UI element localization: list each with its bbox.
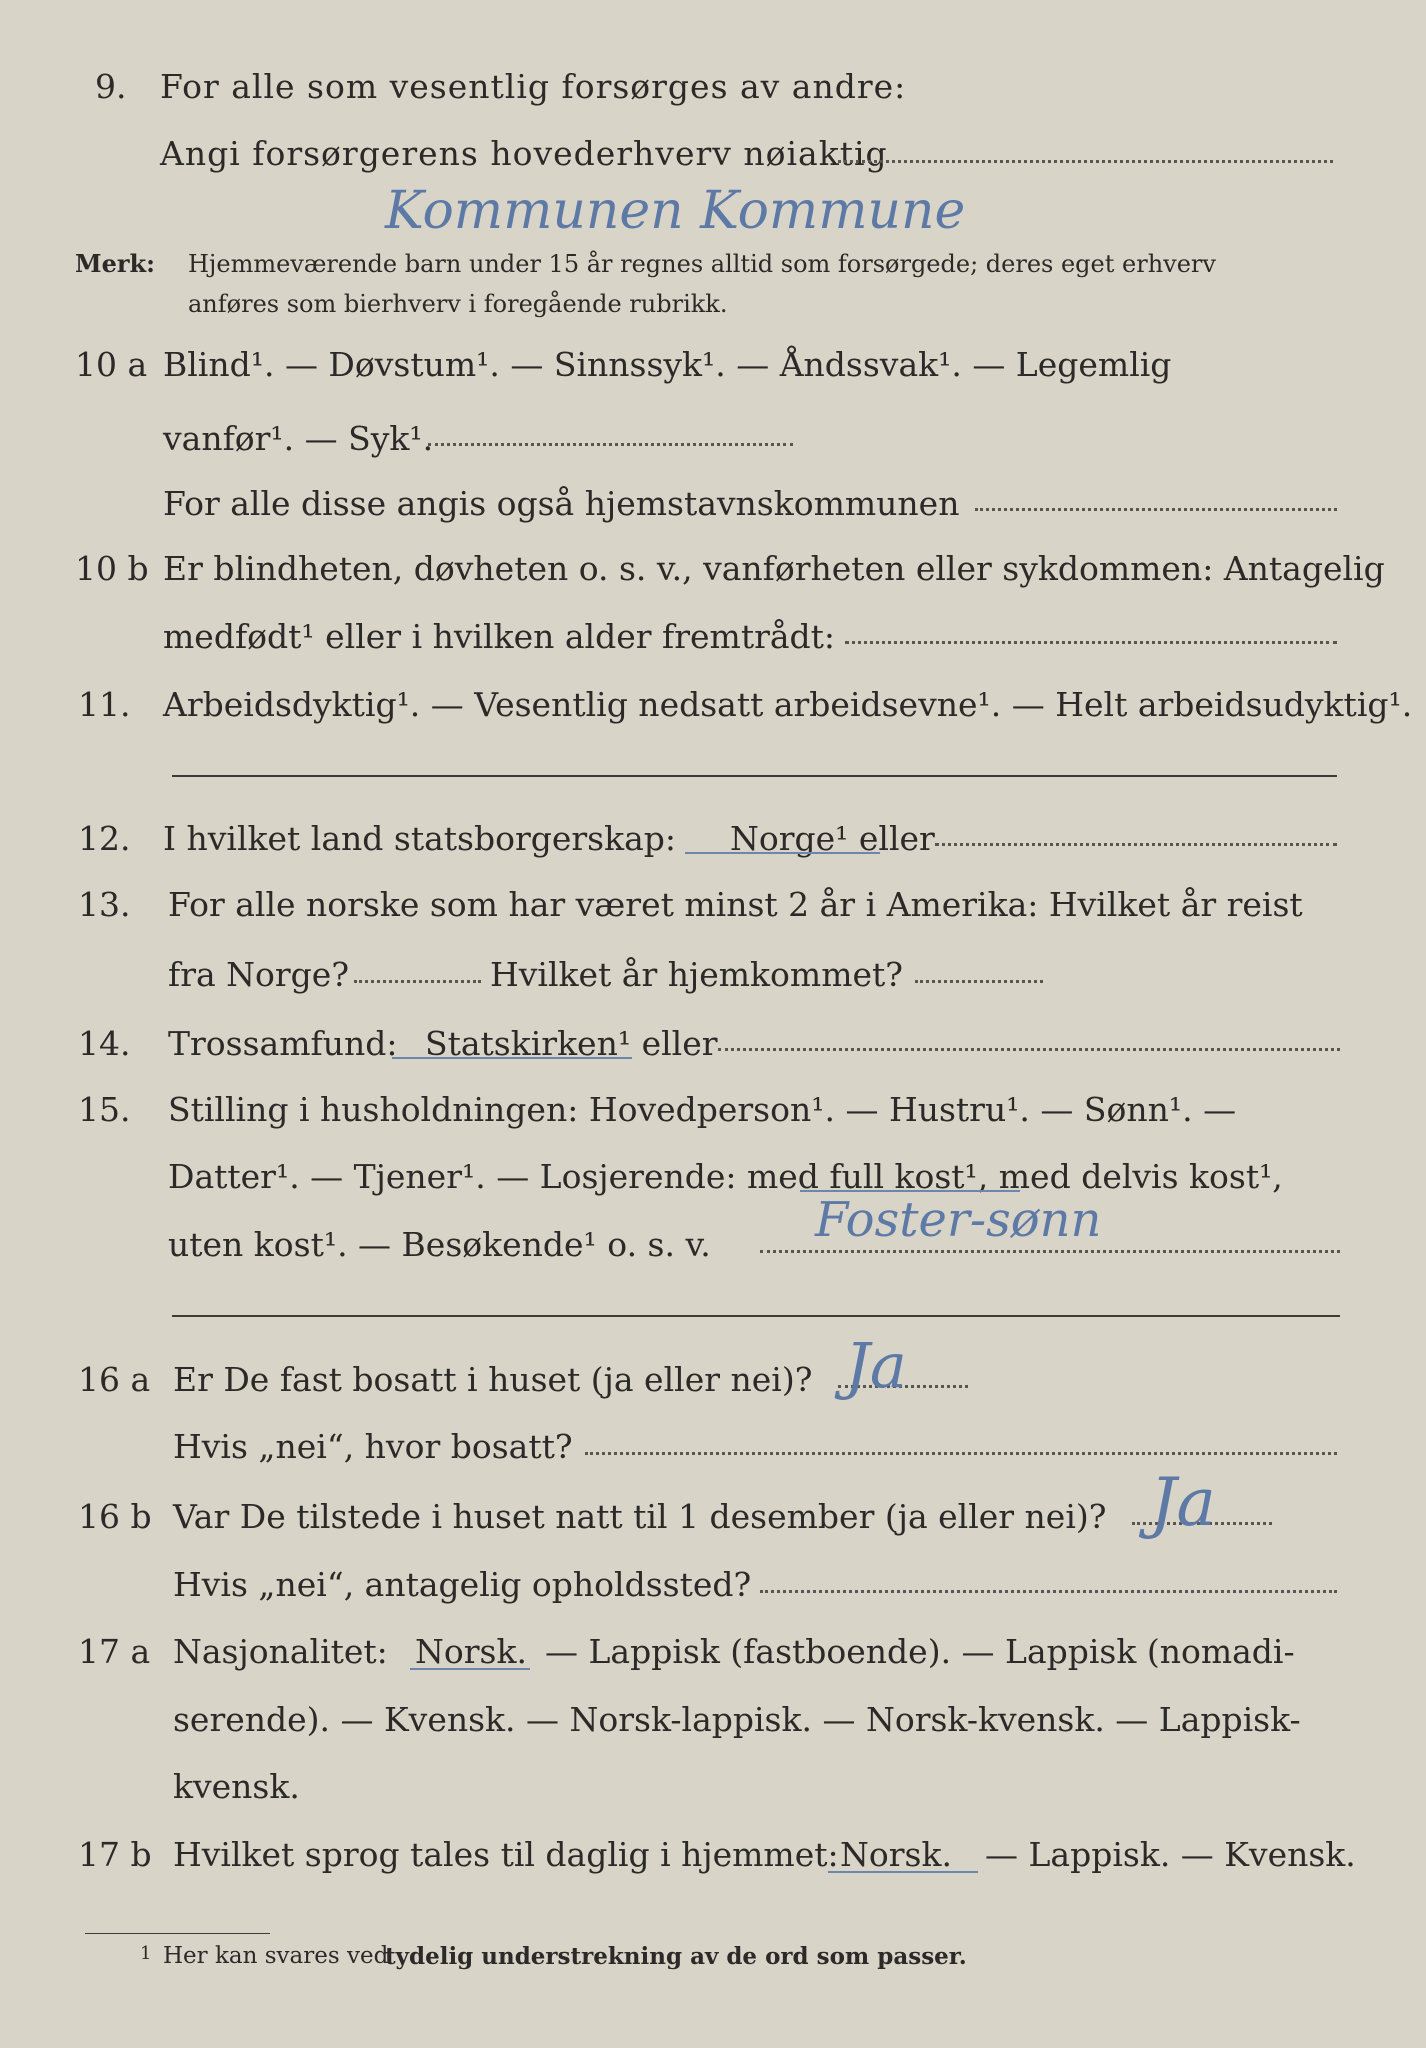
q15-separator: [172, 1315, 1340, 1317]
q17a-line3: kvensk.: [173, 1767, 300, 1806]
q9-line1: For alle som vesentlig forsørges av andre:: [160, 67, 907, 106]
q9-line2: Angi forsørgerens hovederhverv nøiaktig: [160, 134, 888, 173]
merk-label: Merk:: [75, 249, 155, 278]
q17a-line1a: Nasjonalitet:: [173, 1632, 388, 1671]
q17b-line1b: Norsk.: [840, 1835, 952, 1874]
q12-option: Norge¹ eller: [730, 819, 935, 858]
footnote-text-a: Her kan svares ved: [163, 1943, 389, 1969]
q16b-opholdssted-dotted-line: [760, 1590, 1337, 1593]
q16b-handwritten-answer: Ja: [1150, 1464, 1216, 1541]
q15-line3: uten kost¹. — Besøkende¹ o. s. v.: [168, 1225, 711, 1264]
q9-number: 9.: [95, 67, 127, 106]
q12-underline-mark: [685, 852, 880, 854]
q15-handwritten-answer: Foster-sønn: [815, 1192, 1102, 1248]
q13-line1: For alle norske som har været minst 2 år i Amerika: Hvilket år reist: [168, 885, 1303, 924]
q16a-bosatt-dotted-line: [585, 1452, 1337, 1455]
q11-number: 11.: [78, 685, 131, 724]
q13-line2b: Hvilket år hjemkommet?: [490, 955, 903, 994]
q11-line1: Arbeidsdyktig¹. — Vesentlig nedsatt arbeidsevne¹. — Helt arbeidsudyktig¹.: [163, 685, 1413, 724]
q10b-dotted-line: [845, 641, 1337, 644]
q16b-number: 16 b: [78, 1497, 152, 1536]
q13-number: 13.: [78, 885, 131, 924]
q15-dotted-line: [760, 1250, 1340, 1253]
q12-dotted-line: [935, 843, 1337, 846]
q15-line2: Datter¹. — Tjener¹. — Losjerende: med full kost¹, med delvis kost¹,: [168, 1157, 1283, 1196]
q9-handwritten-answer: Kommunen Kommune: [385, 181, 966, 241]
q16a-line1: Er De fast bosatt i huset (ja eller nei)?: [173, 1360, 813, 1399]
q14-underline-mark: [392, 1057, 632, 1059]
q17b-line1a: Hvilket sprog tales til daglig i hjemmet:: [173, 1835, 839, 1874]
q16b-line2: Hvis „nei“, antagelig opholdssted?: [173, 1565, 752, 1604]
q17a-line1b: Norsk.: [415, 1632, 527, 1671]
q10a-line2: vanfør¹. — Syk¹.: [163, 419, 434, 458]
q16b-line1: Var De tilstede i huset natt til 1 desember (ja eller nei)?: [173, 1497, 1107, 1536]
footnote-text-b: tydelig understrekning av de ord som passer.: [385, 1943, 967, 1970]
q17a-line2: serende). — Kvensk. — Norsk-lappisk. — Norsk-kvensk. — Lappisk-: [173, 1700, 1301, 1739]
q12-number: 12.: [78, 819, 131, 858]
q11-separator: [172, 775, 1337, 777]
q10b-number: 10 b: [75, 549, 149, 588]
q17a-line1c: — Lappisk (fastboende). — Lappisk (nomadi-: [545, 1632, 1295, 1671]
q13-hjem-dotted-line: [915, 980, 1043, 983]
q12-text: I hvilket land statsborgerskap:: [163, 819, 677, 858]
q13-line2a: fra Norge?: [168, 955, 350, 994]
q17b-line1c: — Lappisk. — Kvensk.: [985, 1835, 1356, 1874]
q17a-number: 17 a: [78, 1632, 151, 1671]
q14-option: Statskirken¹ eller: [425, 1024, 718, 1063]
q10a-kommune-dotted-line: [975, 508, 1337, 511]
q16a-line2: Hvis „nei“, hvor bosatt?: [173, 1427, 573, 1466]
q10a-line3: For alle disse angis også hjemstavnskommunen: [163, 484, 960, 523]
q14-dotted-line: [718, 1048, 1340, 1051]
q10b-line2: medfødt¹ eller i hvilken alder fremtrådt:: [163, 617, 836, 656]
footnote-rule: [85, 1933, 270, 1934]
merk-line1: Hjemmeværende barn under 15 år regnes alltid som forsørgede; deres eget erhverv: [188, 250, 1216, 278]
q16a-number: 16 a: [78, 1360, 151, 1399]
q14-text: Trossamfund:: [168, 1024, 398, 1063]
q15-number: 15.: [78, 1090, 131, 1129]
q10b-line1: Er blindheten, døvheten o. s. v., vanførheten eller sykdommen: Antagelig: [163, 549, 1385, 588]
q15-line1: Stilling i husholdningen: Hovedperson¹. — Hustru¹. — Sønn¹. —: [168, 1090, 1237, 1129]
merk-line2: anføres som bierhverv i foregående rubrikk.: [188, 290, 728, 318]
q17b-number: 17 b: [78, 1835, 152, 1874]
q17a-underline-mark: [410, 1668, 530, 1670]
footnote-mark: 1: [140, 1943, 152, 1964]
q9-answer-dotted-line: [838, 160, 1333, 163]
q17b-underline-mark: [828, 1871, 978, 1873]
q13-reist-dotted-line: [354, 980, 481, 983]
q16a-handwritten-answer: Ja: [845, 1329, 907, 1402]
q10a-syk-dotted-line: [428, 443, 793, 446]
q10a-line1: Blind¹. — Døvstum¹. — Sinnssyk¹. — Åndssvak¹. — Legemlig: [163, 345, 1172, 384]
q14-number: 14.: [78, 1024, 131, 1063]
q10a-number: 10 a: [75, 345, 148, 384]
